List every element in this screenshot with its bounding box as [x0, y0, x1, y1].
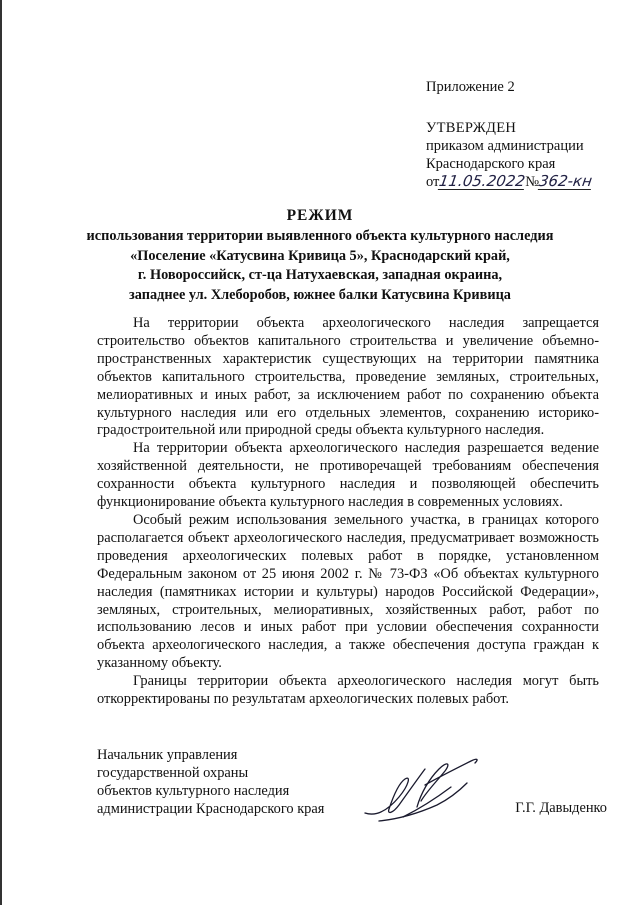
signatory-name: Г.Г. Давыденко	[515, 800, 607, 816]
order-number-handwritten: 362-кн	[537, 172, 594, 190]
signature-block	[97, 747, 607, 837]
order-line-1: приказом администрации	[426, 138, 584, 154]
order-date-handwritten: 11.05.2022	[438, 172, 527, 190]
title-line-3: г. Новороссийск, ст-ца Натухаевская, западная окраина,	[137, 267, 503, 283]
title-line-1: использования территории выявленного объекта культурного наследия	[86, 228, 554, 244]
paragraph-permissions: На территории объекта археологического наследия разрешается ведение хозяйственной деятельности, не противоречащей требованиям обеспечения сохранности объекта культурного наследия и позволяющей обеспечить функционирование объекта культурного наследия в современных условиях.	[97, 440, 599, 511]
position-line-4: администрации Краснодарского края	[97, 800, 325, 817]
page-left-edge	[0, 0, 2, 905]
paragraph-special-regime: Особый режим использования земельного участка, в границах которого располагается объект археологического наследия, предусматривает возможность проведения археологических полевых работ в порядке, установленном Федеральным законом от 25 июня 2002 г. № 73-ФЗ «Об объектах культурного наследия (памятниках истории и культуры) народов Российской Федерации», земляных, строительных, мелиоративных, хозяйственных работ, работ по использованию лесов и иных работ при условии обеспечения сохранности объекта археологического наследия, а также обеспечения доступа граждан к указанному объекту.	[97, 511, 599, 672]
position-line-2: государственной охраны	[97, 764, 249, 781]
order-date-line	[426, 173, 616, 191]
order-line-2: Краснодарского края	[426, 156, 556, 172]
approval-block	[426, 78, 616, 191]
paragraph-prohibitions: На территории объекта археологического наследия запрещается строительство объектов капитального строительства и увеличение объемно-пространственных характеристик существующих на территории памятника объектов капитального строительства, проведение земляных, строительных, мелиоративных и иных работ, за исключением работ по сохранению объекта культурного наследия или его отдельных элементов, сохранению историко-градостроительной или природной среды объекта культурного наследия.	[97, 315, 599, 439]
document-title: РЕЖИМ	[286, 207, 354, 224]
signatory-position	[97, 747, 377, 819]
document-body	[97, 315, 599, 709]
position-line-3: объектов культурного наследия	[97, 782, 290, 799]
paragraph-boundaries: Границы территории объекта археологического наследия могут быть откорректированы по результатам археологических полевых работ.	[97, 673, 599, 708]
number-sign: №	[525, 174, 540, 190]
appendix-label: Приложение 2	[426, 79, 515, 95]
document-title-block	[60, 205, 580, 305]
date-prefix: от	[426, 174, 440, 190]
title-line-4: западнее ул. Хлеборобов, южнее балки Катусвина Кривица	[129, 286, 511, 303]
handwritten-signature	[359, 747, 489, 827]
title-line-2: «Поселение «Катусвина Кривица 5», Краснодарский край,	[130, 247, 510, 264]
approved-label: УТВЕРЖДЕН	[426, 120, 517, 136]
position-line-1: Начальник управления	[97, 747, 238, 763]
